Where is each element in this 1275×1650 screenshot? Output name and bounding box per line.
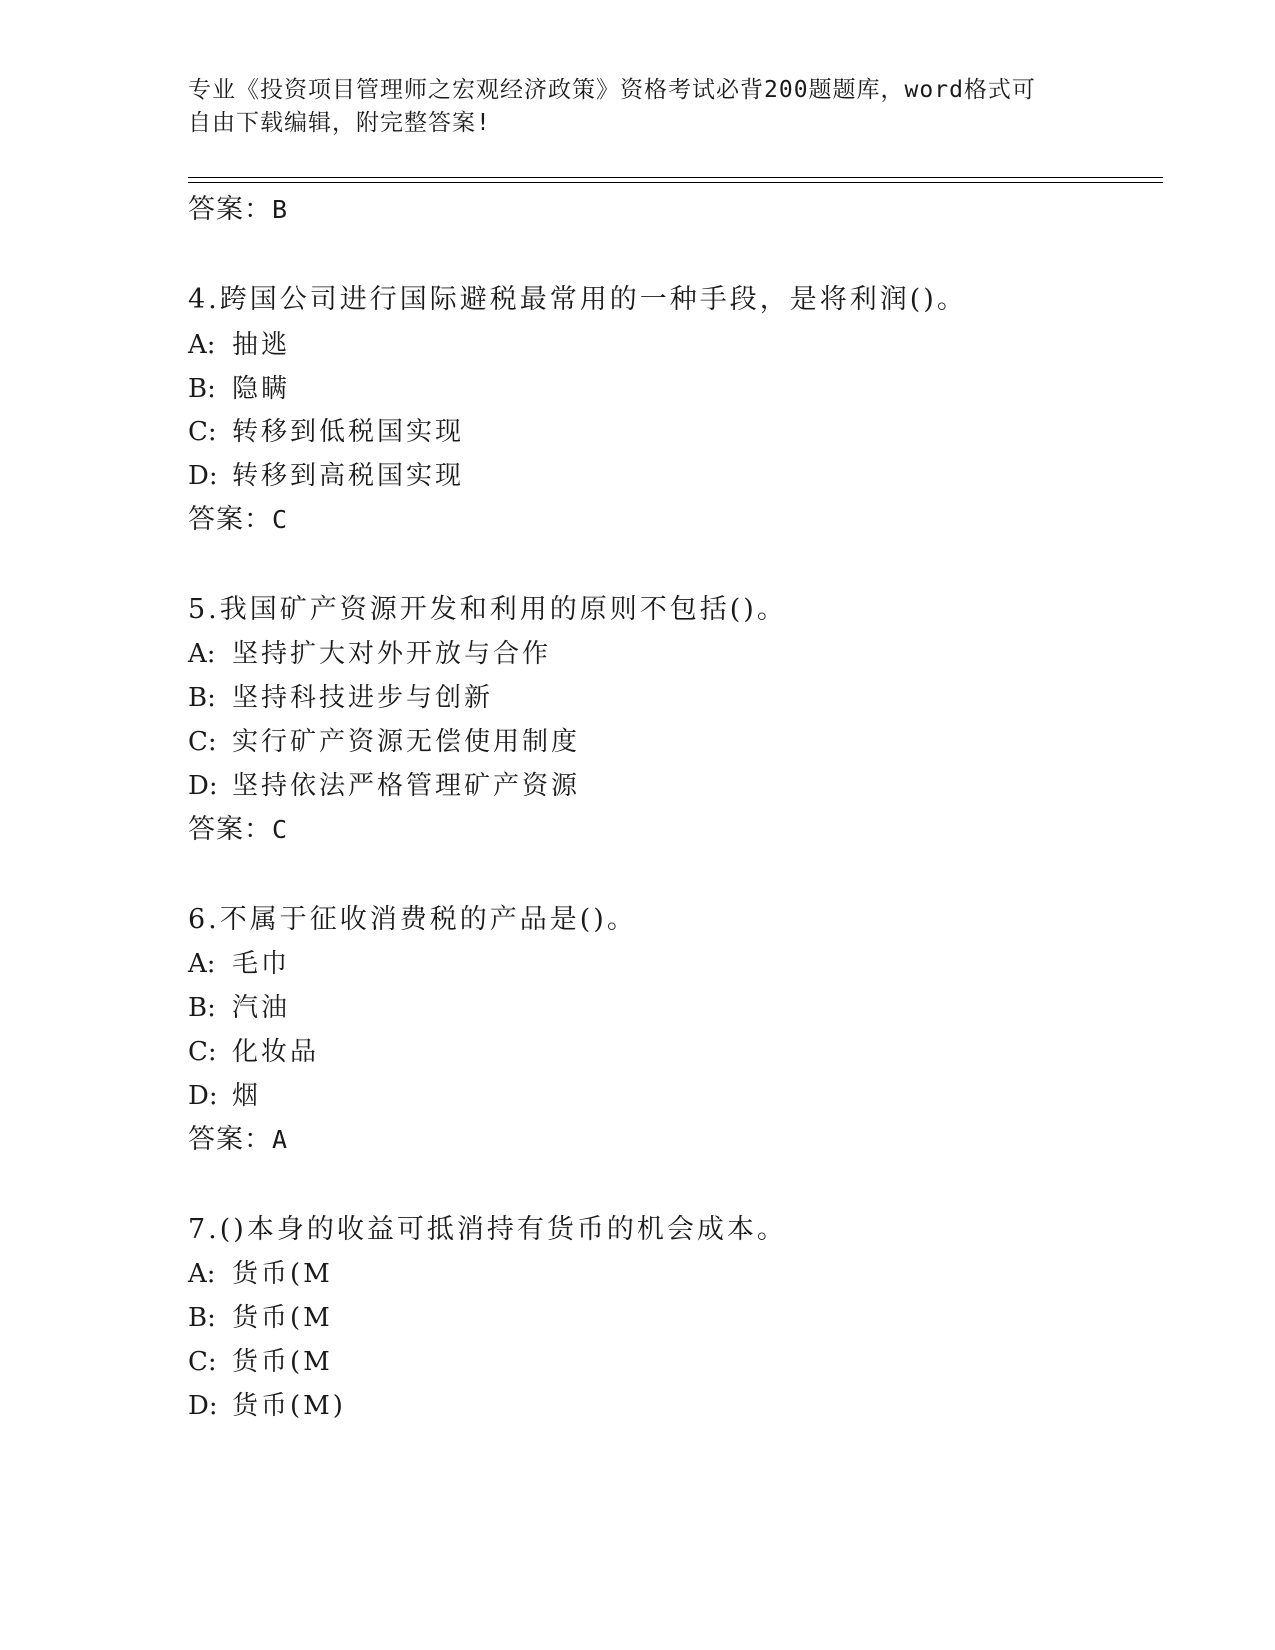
option-d: [188, 1389, 346, 1423]
option-letter: B:: [188, 683, 216, 713]
option-letter: C:: [188, 417, 217, 447]
question-text: 7.()本身的收益可抵消持有货币的机会成本。: [188, 1214, 787, 1245]
option-text: 坚持依法严格管理矿产资源: [232, 771, 581, 801]
option-d: [188, 769, 580, 803]
header-rule-top: [188, 177, 1163, 178]
option-a: [188, 328, 290, 362]
option-letter: B:: [188, 1303, 216, 1333]
answer-line: [188, 813, 288, 847]
option-letter: A:: [188, 1259, 216, 1289]
option-letter: D:: [188, 461, 218, 491]
option-b: [188, 681, 493, 715]
option-text: 坚持扩大对外开放与合作: [232, 639, 552, 669]
option-text: 隐瞒: [232, 374, 291, 404]
option-c: [188, 1035, 319, 1069]
option-b: [188, 372, 290, 406]
question-text: 5.我国矿产资源开发和利用的原则不包括()。: [188, 594, 787, 625]
document-header: [188, 74, 1088, 140]
option-letter: D:: [188, 1391, 218, 1421]
option-text: 坚持科技进步与创新: [232, 683, 494, 713]
option-text: 汽油: [232, 993, 291, 1023]
option-text: 毛巾: [232, 949, 291, 979]
option-c: [188, 725, 580, 759]
option-text: 抽逃: [232, 330, 291, 360]
option-text: 货币(M): [232, 1391, 346, 1421]
option-d: [188, 1079, 261, 1113]
option-letter: A:: [188, 949, 216, 979]
option-text: 转移到高税国实现: [232, 461, 465, 491]
option-a: [188, 1257, 333, 1291]
answer-label: 答案：: [188, 1124, 272, 1155]
option-letter: C:: [188, 1037, 217, 1067]
option-letter: C:: [188, 1347, 217, 1377]
answer-value: A: [272, 1125, 289, 1154]
option-text: 化妆品: [232, 1037, 320, 1067]
option-letter: D:: [188, 771, 218, 801]
option-letter: D:: [188, 1081, 218, 1111]
answer-line: [188, 1123, 288, 1157]
answer-label: 答案：: [188, 194, 272, 225]
option-b: [188, 1301, 333, 1335]
answer-label: 答案：: [188, 814, 272, 845]
option-letter: B:: [188, 993, 216, 1023]
answer-value: C: [272, 505, 289, 534]
option-text: 烟: [232, 1081, 262, 1111]
answer-line: [188, 503, 288, 537]
option-d: [188, 459, 464, 493]
option-a: [188, 947, 290, 981]
question-text: 4.跨国公司进行国际避税最常用的一种手段，是将利润()。: [188, 284, 967, 315]
option-c: [188, 415, 464, 449]
answer-line: [188, 193, 288, 227]
header-line-2: 自由下载编辑，附完整答案!: [188, 110, 491, 136]
option-letter: A:: [188, 330, 216, 360]
option-a: [188, 637, 551, 671]
option-c: [188, 1345, 333, 1379]
option-text: 货币(M: [232, 1303, 333, 1333]
header-rule-bottom: [188, 182, 1163, 183]
option-letter: B:: [188, 374, 216, 404]
option-text: 转移到低税国实现: [232, 417, 465, 447]
option-b: [188, 991, 290, 1025]
option-letter: A:: [188, 639, 216, 669]
header-line-1: 专业《投资项目管理师之宏观经济政策》资格考试必背200题题库，word格式可: [188, 77, 1036, 103]
option-text: 货币(M: [232, 1259, 333, 1289]
option-letter: C:: [188, 727, 217, 757]
option-text: 货币(M: [232, 1347, 333, 1377]
option-text: 实行矿产资源无偿使用制度: [232, 727, 581, 757]
question-text: 6.不属于征收消费税的产品是()。: [188, 904, 637, 935]
answer-label: 答案：: [188, 504, 272, 535]
answer-value: B: [272, 195, 289, 224]
answer-value: C: [272, 815, 289, 844]
